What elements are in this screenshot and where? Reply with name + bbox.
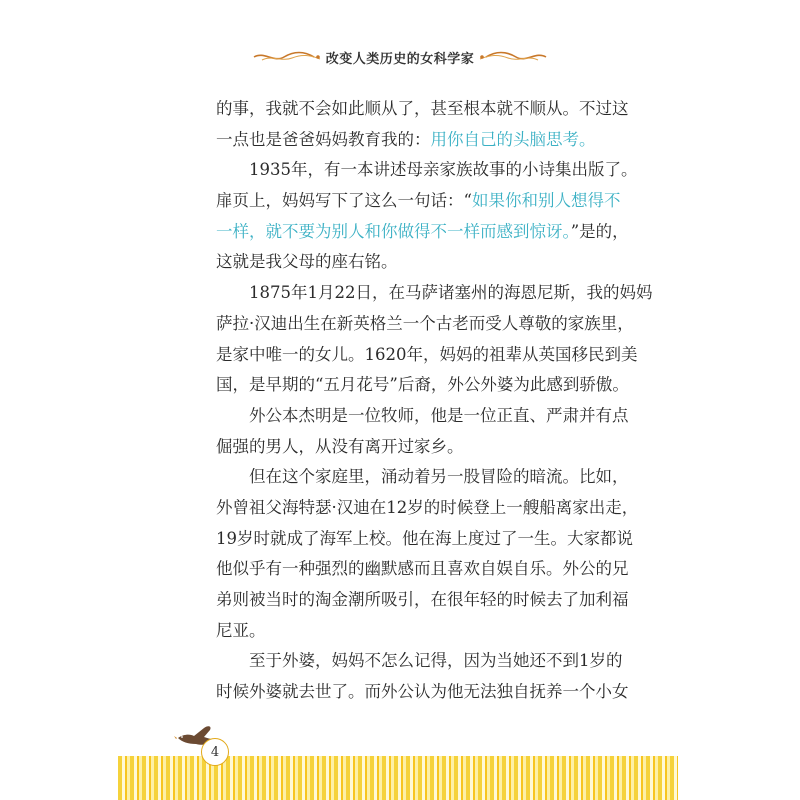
text-line: [216, 278, 653, 309]
text-line: [216, 125, 596, 156]
text-line: [216, 677, 629, 708]
text-line: [216, 432, 596, 463]
text-segment: 扉页上，妈妈写下了这么一句话：“: [216, 191, 472, 211]
text-segment: 外曾祖父海特瑟·汉迪在12岁的时候登上一艘船离家出走，: [216, 497, 639, 517]
text-segment: 外公本杰明是一位牧师，他是一位正直、严肃并有点: [249, 405, 629, 425]
text-line: [216, 493, 639, 524]
highlighted-text: 用你自己的头脑思考。: [430, 129, 596, 149]
running-header: [0, 46, 800, 68]
right-ornament-icon: [478, 50, 548, 64]
text-line: [216, 155, 638, 186]
text-segment: 1875年1月22日，在马萨诸塞州的海恩尼斯，我的妈妈: [249, 283, 653, 303]
text-segment: 是家中唯一的女儿。1620年，妈妈的祖辈从英国移民到美: [216, 344, 638, 364]
highlighted-text: 如果你和别人想得不: [471, 191, 621, 211]
text-line: [216, 585, 629, 616]
text-segment: 弟则被当时的淘金潮所吸引，在很年轻的时候去了加利福: [216, 590, 629, 609]
text-segment: 1935年，有一本讲述母亲家族故事的小诗集出版了。: [249, 160, 638, 180]
text-line: [216, 247, 596, 278]
text-segment: 倔强的男人，从没有离开过家乡。: [216, 436, 464, 456]
text-line: [216, 370, 629, 401]
text-segment: 国，是早期的“五月花号”后裔，外公外婆为此感到骄傲。: [216, 375, 629, 395]
text-line: [216, 554, 629, 585]
text-segment: 萨拉·汉迪出生在新英格兰一个古老而受人尊敬的家族里，: [216, 313, 634, 333]
text-segment: 时候外婆就去世了。而外公认为他无法独自抚养一个小女: [216, 682, 629, 702]
text-segment: 尼亚。: [216, 620, 266, 640]
highlighted-text: 一样，就不要为别人和你做得不一样而感到惊讶。: [216, 221, 571, 241]
text-segment: 的事，我就不会如此顺从了，甚至根本就不顺从。不过这: [216, 99, 629, 118]
text-segment: 但在这个家庭里，涌动着另一股冒险的暗流。比如，: [249, 467, 629, 487]
body-text: [216, 94, 653, 708]
text-line: [216, 309, 634, 340]
text-line: [216, 186, 621, 217]
text-segment: 他似乎有一种强烈的幽默感而且喜欢自娱自乐。外公的兄: [216, 559, 629, 579]
text-line: [216, 646, 623, 677]
text-segment: 19岁时就成了海军上校。他在海上度过了一生。大家都说: [216, 528, 633, 548]
text-segment: 这就是我父母的座右铭。: [216, 252, 398, 272]
text-line: [216, 616, 596, 647]
text-line: [216, 340, 638, 371]
text-line: [216, 94, 629, 125]
text-line: [216, 462, 629, 493]
text-line: [216, 217, 629, 248]
page-number: 4: [201, 738, 229, 766]
text-line: [216, 524, 633, 555]
text-line: [216, 401, 629, 432]
text-segment: ”是的，: [570, 221, 629, 241]
header-title: 改变人类历史的女科学家: [325, 51, 475, 67]
left-ornament-icon: [252, 50, 322, 64]
text-segment: 一点也是爸爸妈妈教育我的：: [216, 129, 431, 149]
text-segment: 至于外婆，妈妈不怎么记得，因为当她还不到1岁的: [249, 651, 623, 671]
striped-footer-band: [118, 756, 678, 800]
